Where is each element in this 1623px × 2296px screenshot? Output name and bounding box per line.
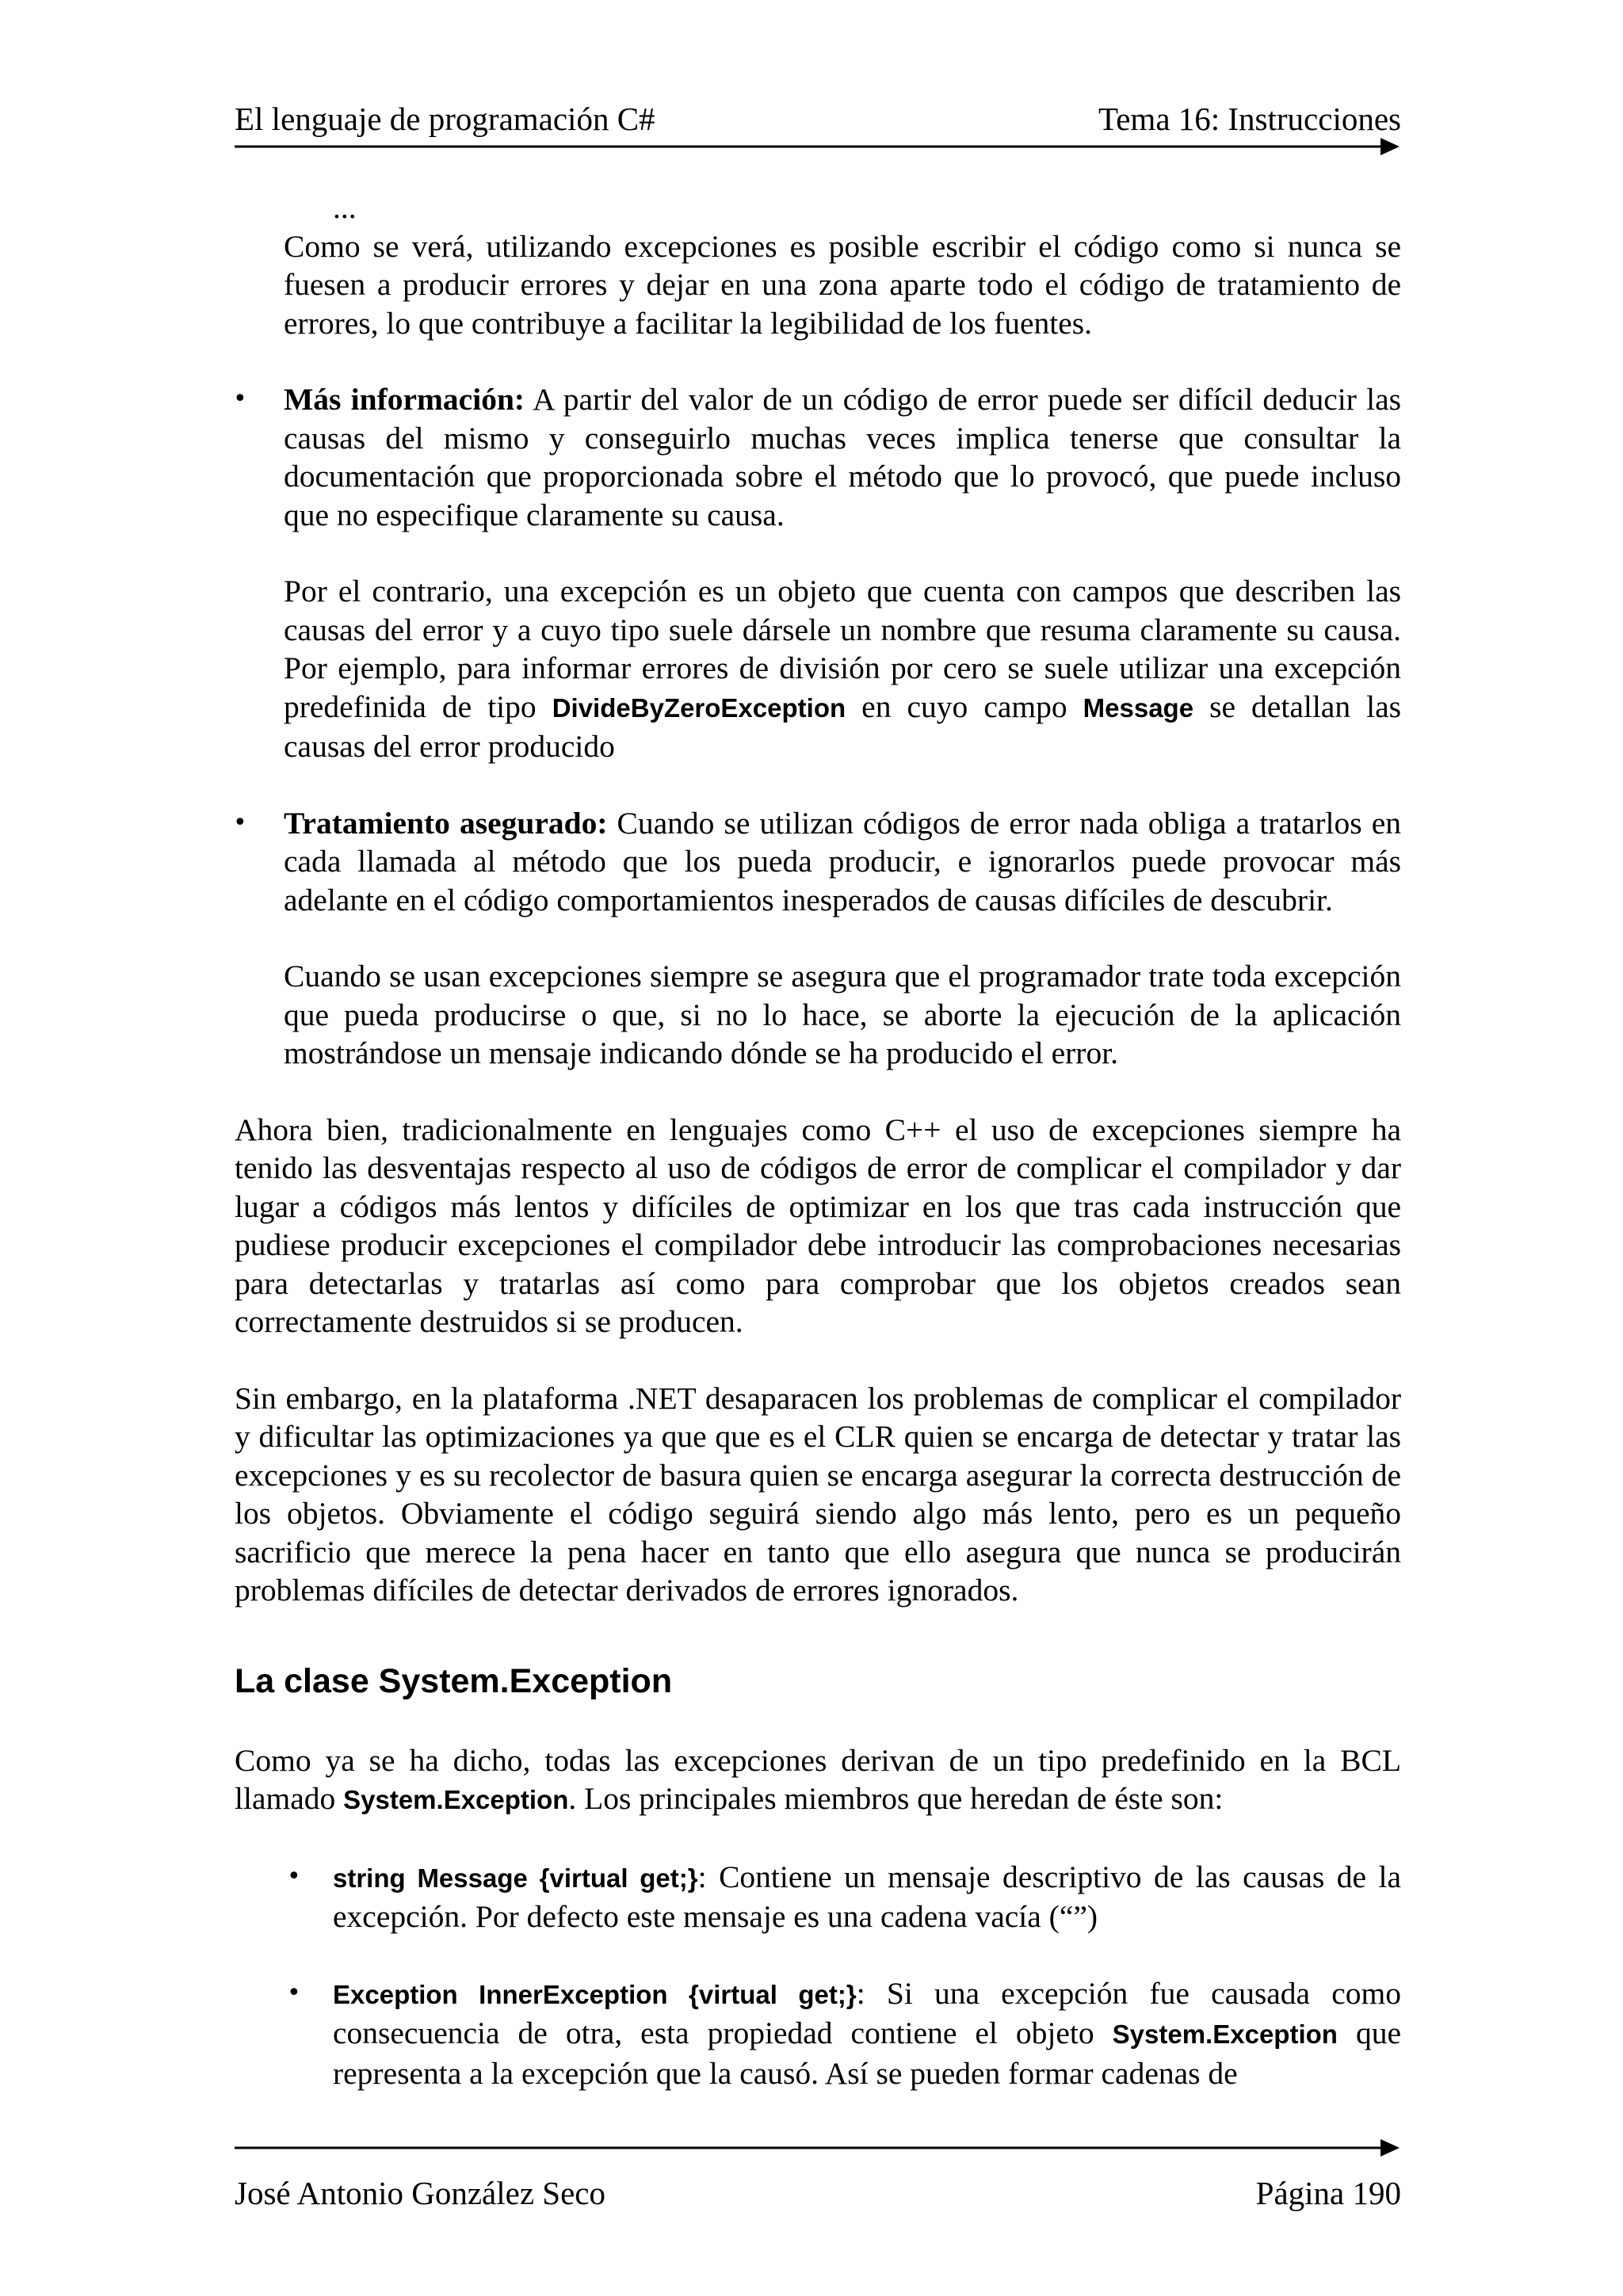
list-item-inner-exception	[235, 1974, 1401, 2093]
paragraph-sin-embargo: Sin embargo, en la plataforma .NET desaparacen los problemas de complicar el compilador y dificultar las optimizaciones ya que que es el CLR quien se encarga de detectar y tratar las excepciones y es su recolector de basura quien se encarga asegurar la correcta destrucción de los objetos. Obviamente el código seguirá siendo algo más lento, pero es un pequeño sacrificio que merece la pena hacer en tanto que ello asegura que nunca se producirán problemas difíciles de detectar derivados de errores ignorados.	[235, 1380, 1401, 1608]
bullet-icon: •	[287, 1862, 301, 1890]
bullet-icon: •	[287, 1978, 301, 2007]
paragraph-mas-informacion: Más información: A partir del valor de un código de error puede ser difícil deducir las causas del mismo y conseguirlo muchas veces implica tenerse que consultar la documentación que proporcionada sobre el método que lo provocó, que puede incluso que no especifique claramente su causa.	[284, 382, 1401, 532]
header-chapter-title: Tema 16: Instrucciones	[1098, 101, 1401, 137]
section-heading: La clase System.Exception	[235, 1661, 673, 1700]
bullet-icon: •	[233, 808, 247, 837]
list-item-mas-informacion	[235, 380, 1401, 534]
footer-author: José Antonio González Seco	[235, 2175, 605, 2211]
paragraph-cuando-se-usan: Cuando se usan excepciones siempre se asegura que el programador trate toda excepción que pueda producirse o que, si no lo hace, se aborte la ejecución de la aplicación mostrándose un mensaje indicando dónde se ha producido el error.	[284, 959, 1401, 1070]
term-mas-informacion: Más información:	[284, 382, 525, 417]
header-arrow-rule	[235, 133, 1400, 160]
code-string-message: string Message {virtual get;}	[333, 1863, 698, 1893]
code-inner-exception: Exception InnerException {virtual get;}	[333, 1979, 857, 2009]
paragraph-intro: Como se verá, utilizando excepciones es posible escribir el código como si nunca se fuesen a producir errores y dejar en una zona aparte todo el código de tratamiento de errores, lo que contribuye a facilitar la legibilidad de los fuentes.	[284, 228, 1401, 341]
list-item-message	[235, 1858, 1401, 1936]
page-body	[235, 189, 1401, 2092]
paragraph-por-el-contrario: Por el contrario, una excepción es un objeto que cuenta con campos que describen las causas del error y a cuyo tipo suele dársele un nombre que resuma claramente su causa. Por ejemplo, para informar errores de división por cero se suele utilizar una excepción predefinida de tipo DivideByZeroException en cuyo campo Message se detallan las causas del error producido	[284, 574, 1401, 764]
code-divide-by-zero: DivideByZeroException	[552, 692, 846, 723]
ellipsis-line: ...	[333, 190, 357, 225]
code-system-exception: System.Exception	[343, 1785, 569, 1814]
bullet-icon: •	[233, 385, 247, 413]
paragraph-member-inner-exception: Exception InnerException {virtual get;}: Si una excepción fue causada como consecuencia de otra, esta propiedad contiene el objeto System.Exception que representa a la excepción que la causó. Así se pueden formar cadenas de	[333, 1975, 1401, 2091]
footer-arrow-rule	[235, 2134, 1400, 2161]
header-book-title: El lenguaje de programación C#	[235, 101, 655, 137]
list-item-tratamiento-asegurado	[235, 804, 1401, 920]
paragraph-ahora-bien: Ahora bien, tradicionalmente en lenguajes como C++ el uso de excepciones siempre ha tenido las desventajas respecto al uso de códigos de error de complicar el compilador y dar lugar a códigos más lentos y difíciles de optimizar en los que tras cada instrucción que pudiese producir excepciones el compilador debe introducir las comprobaciones necesarias para detectarlas y tratarlas así como para comprobar que los objetos creados sean correctamente destruidos si se producen.	[235, 1112, 1401, 1339]
footer-page-number: Página 190	[1255, 2175, 1401, 2211]
paragraph-member-message: string Message {virtual get;}: Contiene un mensaje descriptivo de las causas de la excepción. Por defecto este mensaje es una cadena vacía (“”)	[333, 1859, 1401, 1934]
code-system-exception-2: System.Exception	[1112, 2019, 1338, 2049]
paragraph-tratamiento-asegurado: Tratamiento asegurado: Cuando se utilizan códigos de error nada obliga a tratarlos en cada llamada al método que los pueda producir, e ignorarlos puede provocar más adelante en el código comportamientos inesperados de causas difíciles de descubrir.	[284, 805, 1401, 917]
code-message: Message	[1083, 692, 1194, 723]
paragraph-como-ya-se-ha-dicho: Como ya se ha dicho, todas las excepciones derivan de un tipo predefinido en la BCL llamado System.Exception. Los principales miembros que heredan de éste son:	[235, 1742, 1401, 1816]
term-tratamiento-asegurado: Tratamiento asegurado:	[284, 805, 608, 841]
